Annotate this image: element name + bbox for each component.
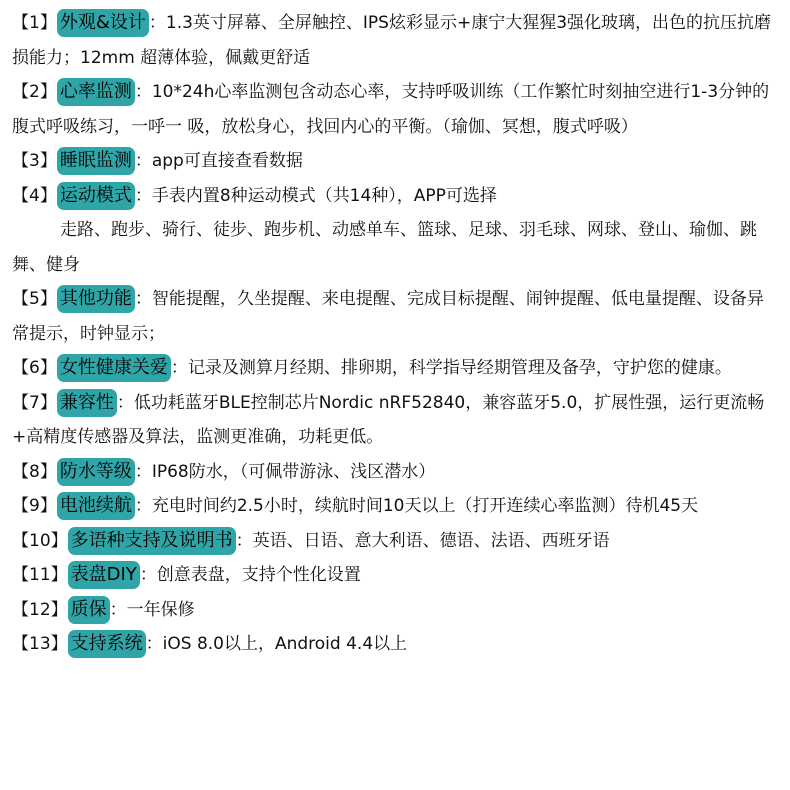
item-tag: 防水等级 <box>57 458 135 486</box>
item-text: ：充电时间约2.5小时，续航时间10天以上（打开连续心率监测）待机45天 <box>134 496 699 516</box>
spec-item-6 <box>12 351 778 386</box>
item-text: ：记录及测算月经期、排卵期，科学指导经期管理及备孕，守护您的健康。 <box>170 358 732 378</box>
item-tag: 电池续航 <box>57 492 135 520</box>
item-number: 【5】 <box>12 289 57 309</box>
spec-item-7 <box>12 386 778 455</box>
spec-item-2 <box>12 75 778 144</box>
item-tag: 表盘DIY <box>68 561 140 589</box>
spec-item-10 <box>12 524 778 559</box>
item-tag: 运动模式 <box>57 182 135 210</box>
item-text: ：手表内置8种运动模式（共14种），APP可选择 <box>134 185 497 206</box>
item-number: 【1】 <box>12 13 57 33</box>
item-tag: 女性健康关爱 <box>57 354 171 382</box>
spec-item-4 <box>12 179 778 283</box>
item-number: 【6】 <box>12 358 57 378</box>
item-tag: 睡眠监测 <box>57 147 135 175</box>
item-text: ：iOS 8.0以上，Android 4.4以上 <box>145 634 408 654</box>
spec-item-8 <box>12 455 778 490</box>
item-tag: 多语种支持及说明书 <box>68 527 236 555</box>
spec-item-13 <box>12 627 778 662</box>
item-number: 【7】 <box>12 392 57 413</box>
item-tag: 质保 <box>68 596 110 624</box>
spec-item-11 <box>12 558 778 593</box>
item-number: 【12】 <box>12 599 68 620</box>
item-tag: 其他功能 <box>57 285 135 313</box>
item-number: 【13】 <box>12 634 68 654</box>
item-text: ：10*24h心率监测包含动态心率，支持呼吸训练（工作繁忙时刻抽空进行1-3分钟的腹式呼吸练习，一呼一 吸，放松身心，找回内心的平衡。（瑜伽、冥想，腹式呼吸） <box>12 82 770 137</box>
item-text: ：创意表盘，支持个性化设置 <box>139 565 361 585</box>
item-text: ：一年保修 <box>109 599 195 620</box>
item-tag: 心率监测 <box>57 78 135 106</box>
spec-item-9 <box>12 489 778 524</box>
item-number: 【8】 <box>12 461 57 482</box>
item-number: 【4】 <box>12 185 57 206</box>
item-tag: 兼容性 <box>57 389 117 417</box>
item-tag: 外观&设计 <box>57 9 149 37</box>
spec-item-12 <box>12 593 778 628</box>
item-number: 【11】 <box>12 565 68 585</box>
item-number: 【9】 <box>12 496 57 516</box>
item-text: ：IP68防水，（可佩带游泳、浅区潜水） <box>134 461 436 482</box>
spec-item-1 <box>12 6 778 75</box>
item-text: ：低功耗蓝牙BLE控制芯片Nordic nRF52840，兼容蓝牙5.0，扩展性强，运行更流畅+高精度传感器及算法，监测更准确，功耗更低。 <box>12 392 765 447</box>
spec-item-5 <box>12 282 778 351</box>
item-text: ：1.3英寸屏幕、全屏触控、IPS炫彩显示+康宁大猩猩3强化玻璃，出色的抗压抗磨损能力；12mm 超薄体验，佩戴更舒适 <box>12 13 772 68</box>
item-text: ：app可直接查看数据 <box>134 151 303 171</box>
item-tag: 支持系统 <box>68 630 146 658</box>
item-number: 【2】 <box>12 82 57 102</box>
item-number: 【3】 <box>12 151 57 171</box>
sport-modes-list: 走路、跑步、骑行、徒步、跑步机、动感单车、篮球、足球、羽毛球、网球、登山、瑜伽、跳舞、健身 <box>12 220 757 275</box>
item-text: ：英语、日语、意大利语、德语、法语、西班牙语 <box>235 530 610 551</box>
item-number: 【10】 <box>12 530 68 551</box>
item-text: ：智能提醒，久坐提醒、来电提醒、完成目标提醒、闹钟提醒、低电量提醒、设备异常提示，时钟显示； <box>12 289 764 344</box>
spec-item-3 <box>12 144 778 179</box>
